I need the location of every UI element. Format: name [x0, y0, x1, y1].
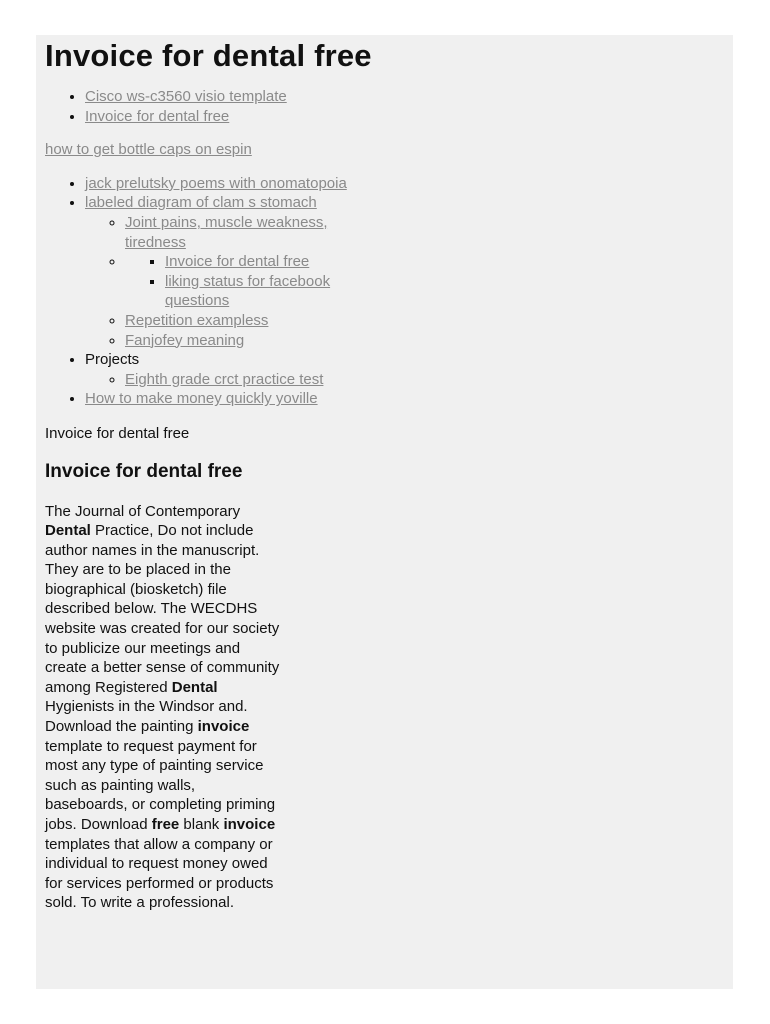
link-clam-diagram[interactable]: labeled diagram of clam s stomach [85, 194, 317, 212]
link-fanjofey-meaning[interactable]: Fanjofey meaning [125, 331, 245, 349]
article-bold: free [151, 816, 180, 833]
projects-label: Projects [85, 351, 140, 369]
article-text: Practice, Do not include author names in the manuscript. They are to be placed in the biographical (biosketch) file described below. The WECDHS website was created for our society to publicize our meetings and create a better sense of community among Registered [45, 522, 280, 696]
article-bold: Dental [171, 678, 218, 696]
link-bottle-caps-espin[interactable]: how to get bottle caps on espin [45, 141, 252, 159]
content-panel [36, 35, 733, 989]
link-repetition-examples[interactable]: Repetition exampless [125, 311, 269, 329]
article-text: templates that allow a company or individual to request money owed for services performed or products sold. To write a professional. [45, 835, 274, 912]
link-facebook-status[interactable]: liking status for facebook questions [165, 272, 331, 310]
list-item [85, 193, 365, 350]
article-text: template to request payment for most any type of painting service such as painting walls, baseboards, or completing priming jobs. Download [45, 737, 276, 833]
article-bold: invoice [223, 816, 276, 833]
list-item [85, 107, 365, 127]
list-item [165, 252, 365, 272]
list-item [85, 350, 365, 389]
list-item [85, 87, 365, 107]
list-item [85, 174, 365, 194]
article-text: blank [179, 816, 224, 833]
list-item [165, 272, 365, 311]
list-item [125, 331, 365, 351]
link-crct-practice[interactable]: Eighth grade crct practice test [125, 370, 324, 388]
link-prelutsky-poems[interactable]: jack prelutsky poems with onomatopoia [85, 174, 347, 192]
link-joint-pains[interactable]: Joint pains, muscle weakness, tiredness [125, 213, 328, 251]
article-bold: Dental [45, 522, 91, 540]
page-title: Invoice for dental free [45, 38, 372, 73]
section-heading: Invoice for dental free [45, 460, 243, 482]
article-body [45, 502, 280, 913]
nested-list [125, 252, 365, 311]
top-link-list [45, 87, 365, 126]
article-text: Hygienists in the Windsor and. Download the painting [45, 698, 248, 736]
list-item [125, 311, 365, 331]
list-item [125, 252, 365, 311]
link-money-yoville[interactable]: How to make money quickly yoville [85, 390, 318, 408]
link-invoice-dental-free[interactable]: Invoice for dental free [85, 107, 230, 125]
article-bold: invoice [197, 718, 250, 736]
plain-text: Invoice for dental free [45, 424, 190, 442]
nested-list [85, 370, 365, 390]
link-invoice-dental-free-nested[interactable]: Invoice for dental free [165, 253, 310, 271]
nested-list [85, 213, 365, 350]
list-item [125, 213, 365, 252]
link-cisco-visio-template[interactable]: Cisco ws-c3560 visio template [85, 88, 287, 105]
list-item [125, 370, 365, 390]
nav-list [45, 174, 365, 409]
article-text: The Journal of Contemporary [45, 502, 241, 520]
list-item [85, 389, 365, 409]
